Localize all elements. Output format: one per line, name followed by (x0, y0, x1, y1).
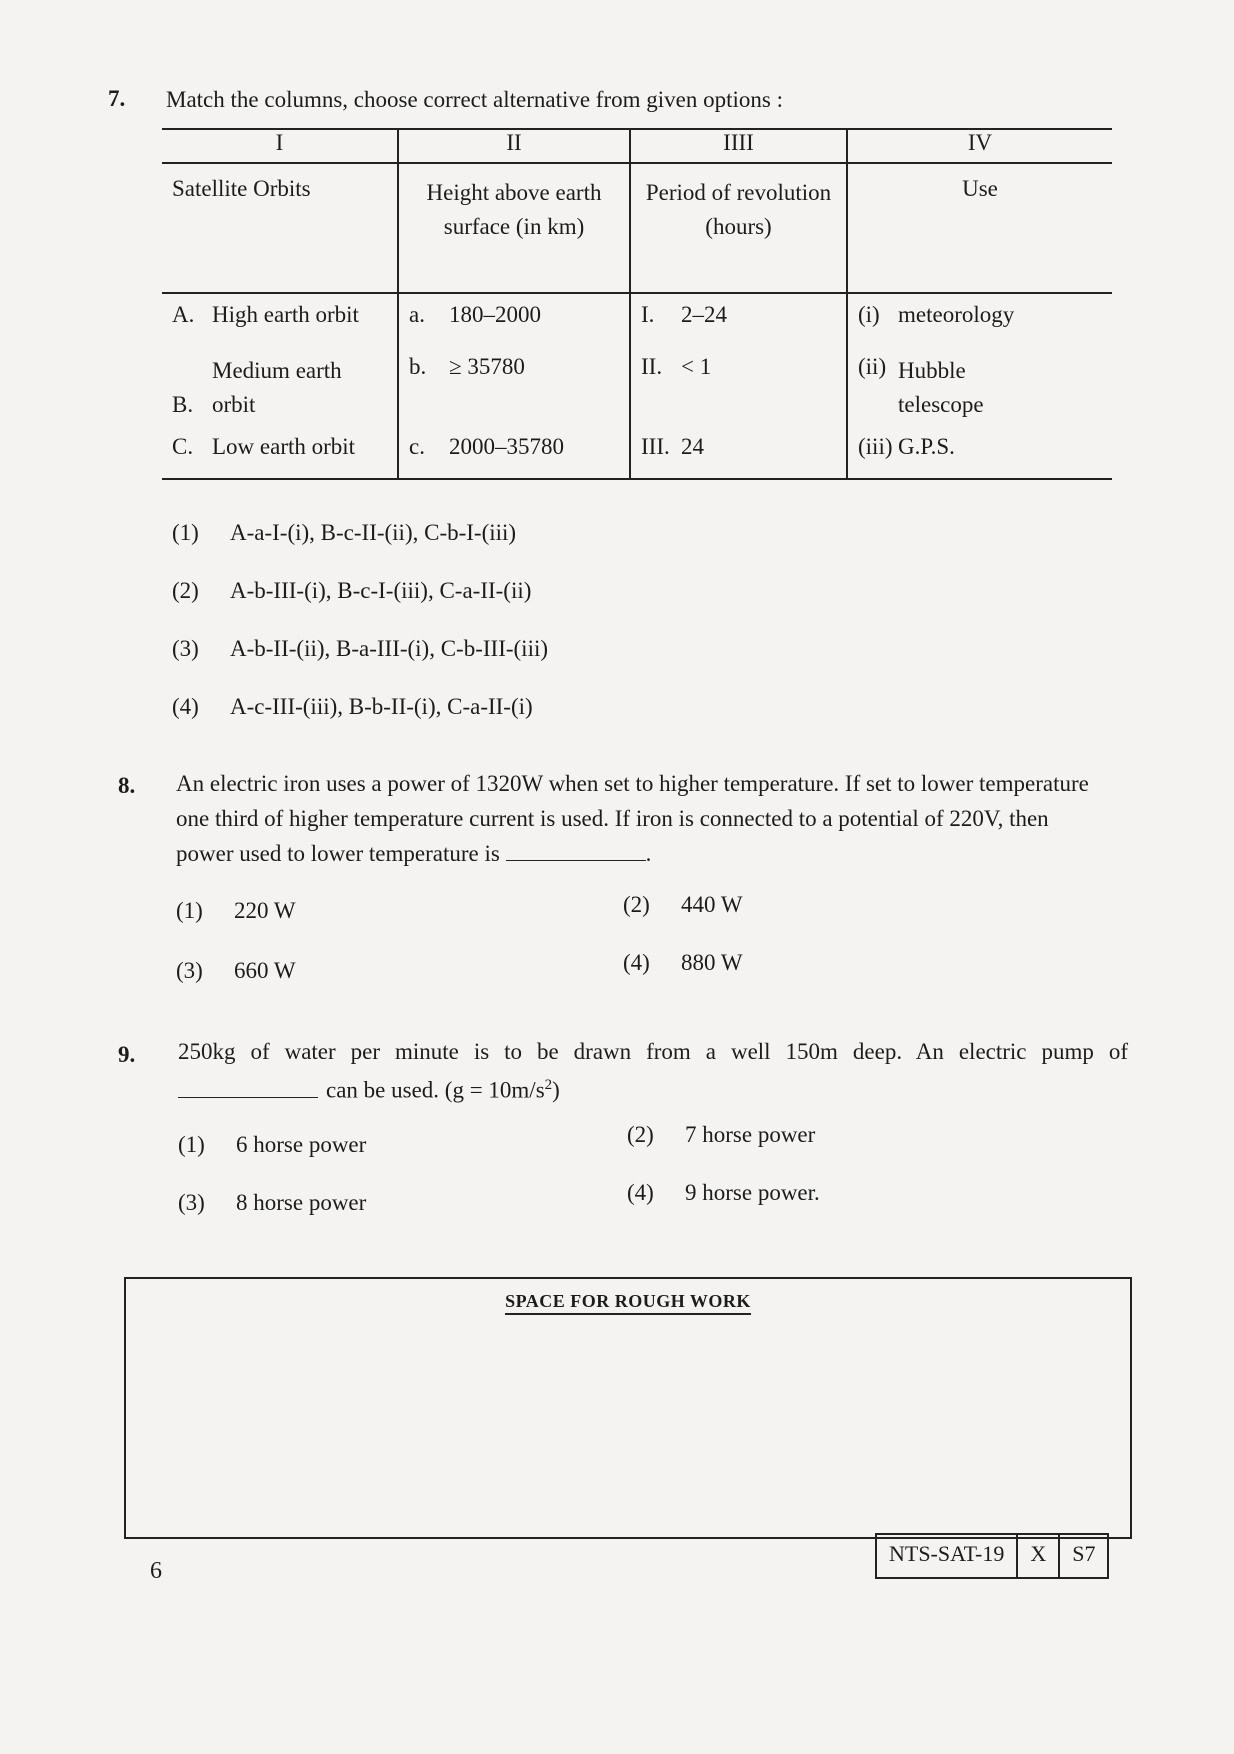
q7-option-3[interactable]: (3) A-b-II-(ii), B-a-III-(i), C-b-III-(iii) (172, 636, 549, 661)
q8-line-1: An electric iron uses a power of 1320W when set to higher temperature. If set to lower temperature (176, 771, 1089, 796)
row-b-height: ≥ 35780 (449, 354, 525, 379)
col-title-2: Height above earth surface (in km) (398, 163, 630, 293)
exam-code: NTS-SAT-19 (889, 1541, 1005, 1566)
class-code: X (1016, 1535, 1058, 1577)
set-code: S7 (1058, 1535, 1107, 1577)
q9-option-1[interactable]: (1) 6 horse power (178, 1132, 367, 1157)
footer-code-box (875, 1533, 1109, 1579)
row-c-orbit: Low earth orbit (212, 434, 356, 459)
row-b-period: < 1 (681, 354, 712, 379)
q7-option-4[interactable]: (4) A-c-III-(iii), B-b-II-(i), C-a-II-(i) (172, 694, 533, 719)
row-c-period-label: III. (641, 434, 670, 459)
row-a-use-label: (i) (858, 302, 880, 327)
row-b-height-label: b. (409, 354, 427, 379)
row-b-orbit: Medium earth orbit (212, 358, 342, 417)
match-table (162, 128, 1112, 480)
row-a-period: 2–24 (681, 302, 727, 327)
q9-option-4[interactable]: (4) 9 horse power. (627, 1180, 820, 1205)
row-c-height: 2000–35780 (449, 434, 564, 459)
col-head-3: IIII (630, 129, 847, 163)
row-c-use-label: (iii) (858, 434, 893, 459)
q7-option-2[interactable]: (2) A-b-III-(i), B-c-I-(iii), C-a-II-(ii) (172, 578, 532, 603)
answer-blank (178, 1081, 318, 1098)
row-b-use-label: (ii) (858, 354, 887, 379)
rough-work-title: SPACE FOR ROUGH WORK (505, 1291, 751, 1315)
table-row (162, 293, 1112, 346)
page-number: 6 (150, 1558, 162, 1584)
row-a-orbit: High earth orbit (212, 302, 359, 327)
row-c-height-label: c. (409, 434, 425, 459)
col-head-2: II (398, 129, 630, 163)
table-header-row (162, 129, 1112, 163)
q8-option-4[interactable]: (4) 880 W (623, 950, 743, 975)
q8-number: 8. (118, 773, 136, 798)
answer-blank (506, 844, 646, 861)
q8-line-2: one third of higher temperature current is used. If iron is connected to a potential of 220V, then (176, 806, 1049, 831)
row-a-period-label: I. (641, 302, 655, 327)
col-head-4: IV (847, 129, 1112, 163)
q8-option-1[interactable]: (1) 220 W (176, 898, 296, 923)
q8-option-2[interactable]: (2) 440 W (623, 892, 743, 917)
rough-work-box (124, 1277, 1132, 1539)
row-a-label: A. (172, 302, 195, 327)
q9-option-2[interactable]: (2) 7 horse power (627, 1122, 816, 1147)
table-row (162, 426, 1112, 479)
col-title-1: Satellite Orbits (162, 163, 398, 293)
q8-line-3: power used to lower temperature is (176, 841, 500, 866)
q7-option-1[interactable]: (1) A-a-I-(i), B-c-II-(ii), C-b-I-(iii) (172, 520, 517, 545)
row-c-use: G.P.S. (898, 434, 955, 459)
col-title-4: Use (847, 163, 1112, 293)
row-a-height-label: a. (409, 302, 425, 327)
row-a-height: 180–2000 (449, 302, 541, 327)
q8-option-3[interactable]: (3) 660 W (176, 958, 296, 983)
q9-number: 9. (118, 1042, 136, 1067)
row-b-period-label: II. (641, 354, 663, 379)
row-b-use: Hubble telescope (898, 358, 984, 417)
row-b-label: B. (172, 392, 194, 417)
col-title-3: Period of revolution (hours) (630, 163, 847, 293)
q9-line-2: can be used. $(g = 10m/s^2)$ (178, 1068, 560, 1108)
row-c-label: C. (172, 434, 194, 459)
q9-option-3[interactable]: (3) 8 horse power (178, 1190, 367, 1215)
q7-text: Match the columns, choose correct alternative from given options : (166, 87, 783, 112)
q8-text: An electric iron uses a power of 1320W when set to higher temperature. If set to lower temperature one third of higher temperature current is used. If iron is connected to a potential of 220V, then power used to lower temperature is . (176, 766, 1126, 871)
q9-line-1: 250kg of water per minute is to be drawn from a well 150m deep. An electric pump of (178, 1039, 1128, 1064)
row-c-period: 24 (681, 434, 704, 459)
table-row (162, 346, 1112, 426)
q7-number: 7. (108, 86, 126, 111)
col-head-1: I (162, 129, 398, 163)
table-title-row (162, 163, 1112, 293)
row-a-use: meteorology (898, 302, 1015, 327)
